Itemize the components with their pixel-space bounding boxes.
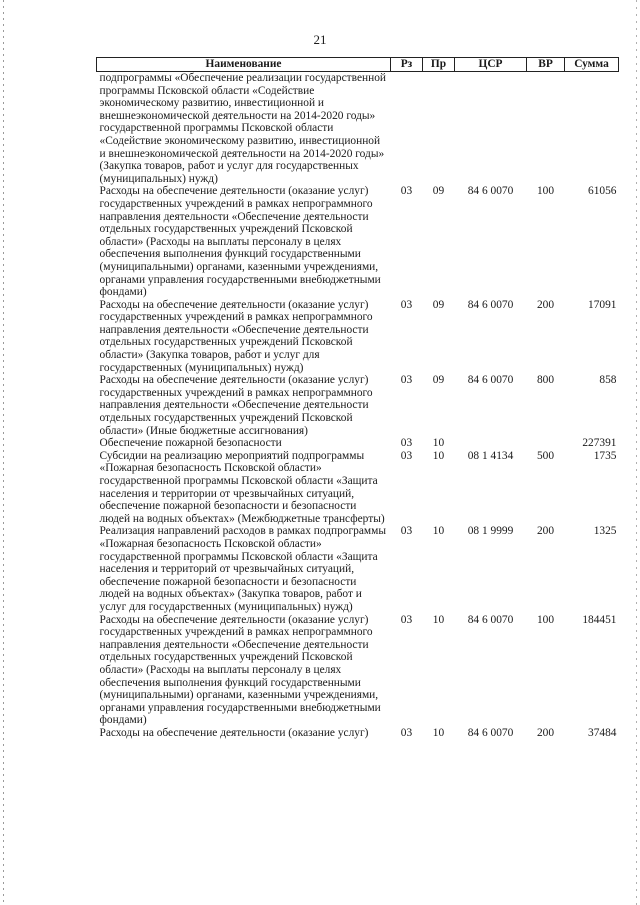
- row-vr: 800: [536, 374, 555, 387]
- row-csr: 84 6 0070: [467, 185, 514, 198]
- header-rz: Рз: [391, 58, 423, 72]
- row-rz: 03: [400, 525, 413, 538]
- row-rz: 03: [400, 374, 413, 387]
- row-rz: 03: [400, 726, 413, 739]
- row-sum: 227391: [582, 437, 617, 450]
- row-pr: 09: [432, 374, 445, 387]
- row-name: Субсидии на реализацию мероприятий подпрограммы «Пожарная безопасность Псковской области» государственной программы Псковской области «Защита населения и территории от чрезвычайных ситуаций, обеспечение пожарной безопасности и безопасности людей на водных объектах» (Межбюджетные трансферты): [99, 449, 385, 525]
- table-row: [97, 450, 619, 526]
- budget-table: [96, 57, 619, 739]
- row-vr: 200: [536, 726, 555, 739]
- row-name: Расходы на обеспечение деятельности (оказание услуг) государственных учреждений в рамках непрограммного направления деятельности «Обеспечение деятельности отдельных государственных учреждений Псковской области» (Расходы на выплаты персоналу в целях обеспечения выполнения функций государственными (муниципальными) органами, казенными учреждениями, органами управления государственными внебюджетными фондами): [99, 185, 381, 299]
- header-name: Наименование: [97, 58, 391, 72]
- row-csr: [455, 72, 527, 186]
- header-csr: ЦСР: [455, 58, 527, 72]
- table-row: [97, 727, 619, 740]
- row-rz: 03: [400, 437, 413, 450]
- row-vr: 500: [536, 449, 555, 462]
- scan-edge-left: [3, 0, 4, 905]
- row-sum: [565, 72, 619, 186]
- row-vr: 100: [536, 613, 555, 626]
- row-pr: [423, 72, 455, 186]
- row-sum: 858: [599, 374, 617, 387]
- row-csr: 84 6 0070: [467, 374, 514, 387]
- row-vr: [527, 72, 565, 186]
- row-pr: 10: [432, 437, 445, 450]
- row-name: Обеспечение пожарной безопасности: [99, 437, 282, 450]
- row-csr: 84 6 0070: [467, 613, 514, 626]
- header-vr: ВР: [527, 58, 565, 72]
- row-vr: 200: [536, 298, 555, 311]
- table-row: [97, 299, 619, 375]
- row-pr: 10: [432, 449, 445, 462]
- table-row: [97, 437, 619, 450]
- row-sum: 1735: [593, 449, 617, 462]
- row-name: подпрограммы «Обеспечение реализации государственной программы Псковской области «Содействие экономическому развитию, инвестиционной и внешнеэкономической деятельности на 2014-2020 годы» государственной программы Псковской области «Содействие экономическому развитию, инвестиционной и внешнеэкономической деятельности на 2014-2020 годы» (Закупка товаров, работ и услуг для государственных (муниципальных) нужд): [99, 72, 386, 185]
- row-csr: [455, 437, 527, 450]
- row-csr: 08 1 9999: [467, 525, 514, 538]
- header-pr: Пр: [423, 58, 455, 72]
- row-name: Расходы на обеспечение деятельности (оказание услуг) государственных учреждений в рамках непрограммного направления деятельности «Обеспечение деятельности отдельных государственных учреждений Псковской области» (Расходы на выплаты персоналу в целях обеспечения выполнения функций государственными (муниципальными) органами, казенными учреждениями, органами управления государственными внебюджетными фондами): [99, 613, 381, 727]
- row-pr: 09: [432, 298, 445, 311]
- header-sum: Сумма: [565, 58, 619, 72]
- row-pr: 10: [432, 726, 445, 739]
- row-sum: 1325: [593, 525, 617, 538]
- row-rz: [391, 72, 423, 186]
- row-vr: [527, 437, 565, 450]
- table-row: [97, 525, 619, 613]
- row-name: Расходы на обеспечение деятельности (оказание услуг) государственных учреждений в рамках непрограммного направления деятельности «Обеспечение деятельности отдельных государственных учреждений Псковской области» (Закупка товаров, работ и услуг для государственных (муниципальных) нужд): [99, 298, 373, 374]
- row-rz: 03: [400, 613, 413, 626]
- row-csr: 84 6 0070: [467, 726, 514, 739]
- row-sum: 17091: [588, 298, 617, 311]
- row-name: Расходы на обеспечение деятельности (оказание услуг): [99, 726, 369, 739]
- row-pr: 09: [432, 185, 445, 198]
- scan-edge-right: [636, 0, 637, 905]
- row-sum: 37484: [588, 726, 617, 739]
- row-sum: 184451: [582, 613, 617, 626]
- page-number: 21: [313, 32, 327, 47]
- row-rz: 03: [400, 298, 413, 311]
- table-header-row: [97, 58, 619, 72]
- row-rz: 03: [400, 449, 413, 462]
- row-csr: 08 1 4134: [467, 449, 514, 462]
- row-csr: 84 6 0070: [467, 298, 514, 311]
- table-row: [97, 614, 619, 727]
- table-row: [97, 72, 619, 186]
- row-vr: 100: [536, 185, 555, 198]
- row-name: Расходы на обеспечение деятельности (оказание услуг) государственных учреждений в рамках непрограммного направления деятельности «Обеспечение деятельности отдельных государственных учреждений Псковской области» (Иные бюджетные ассигнования): [99, 374, 373, 437]
- row-pr: 10: [432, 613, 445, 626]
- row-name: Реализация направлений расходов в рамках подпрограммы «Пожарная безопасность Псковской области» государственной программы Псковской области «Защита населения и территорий от чрезвычайных ситуаций, обеспечение пожарной безопасности и безопасности людей на водных объектах» (Закупка товаров, работ и услуг для государственных (муниципальных) нужд): [99, 525, 386, 613]
- row-rz: 03: [400, 185, 413, 198]
- row-pr: 10: [432, 525, 445, 538]
- row-sum: 61056: [588, 185, 617, 198]
- table-row: [97, 374, 619, 437]
- row-vr: 200: [536, 525, 555, 538]
- table-row: [97, 185, 619, 298]
